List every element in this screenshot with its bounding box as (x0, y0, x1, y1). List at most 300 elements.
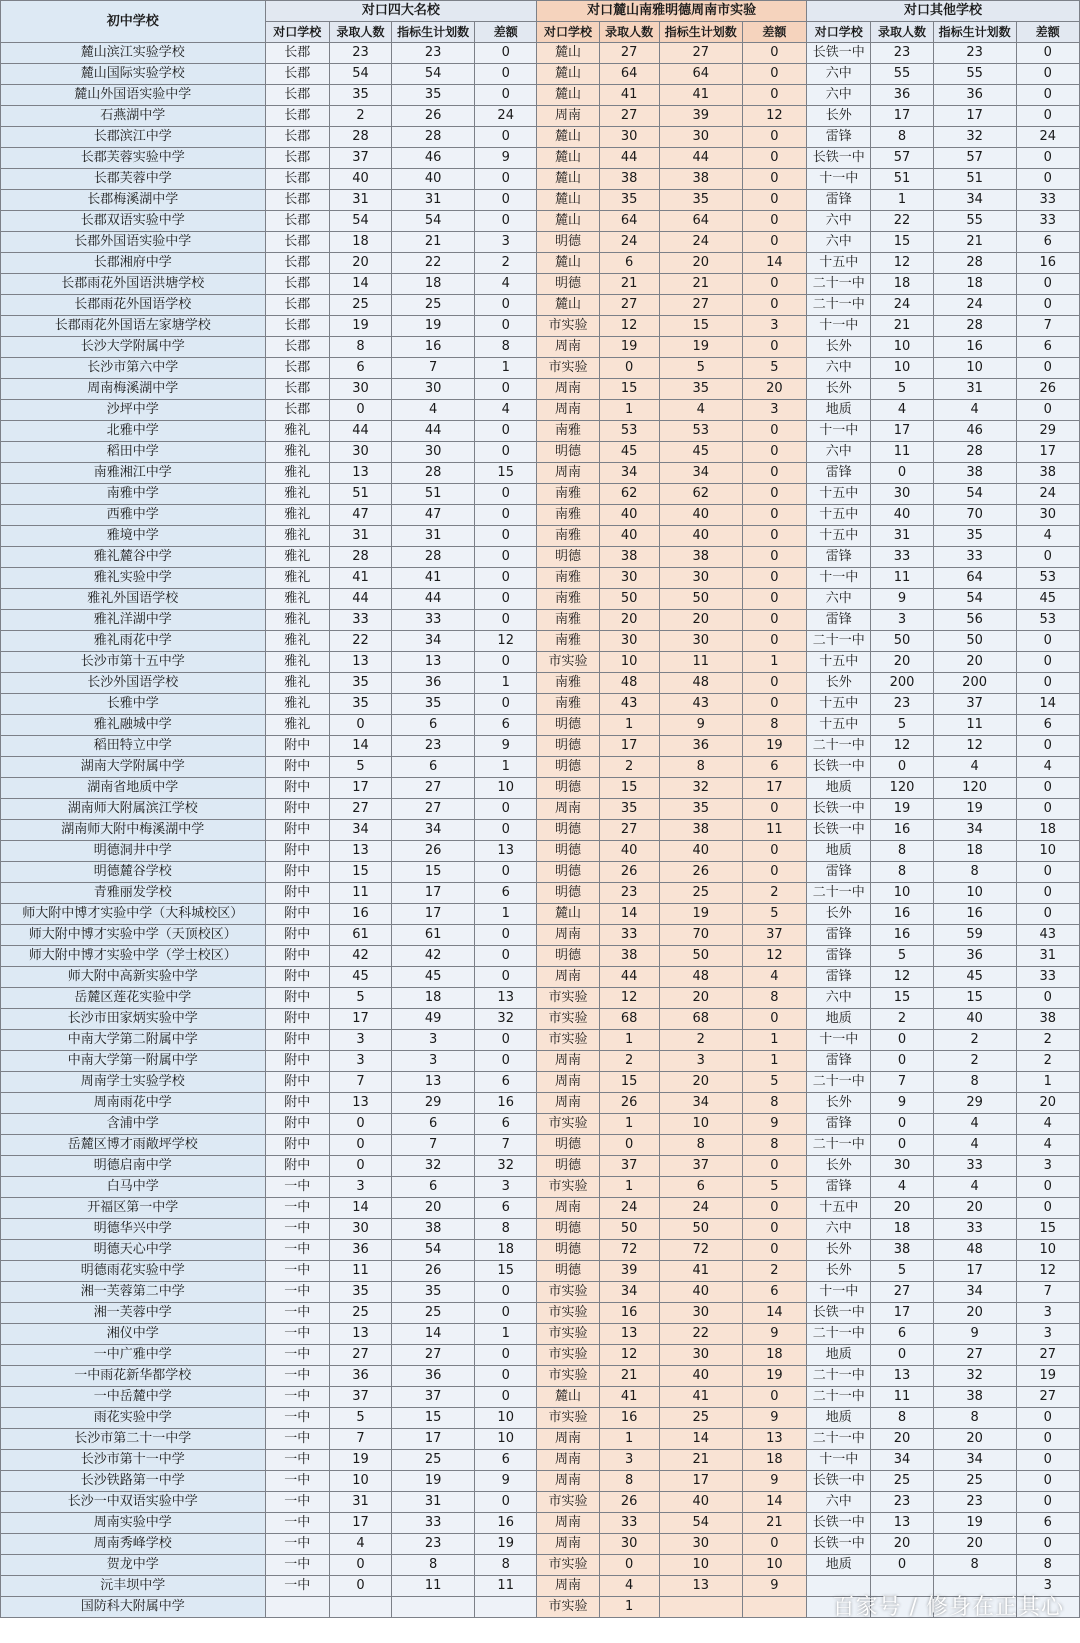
target-school-cell: 六中 (807, 85, 871, 106)
gap-cell: 0 (475, 43, 537, 64)
target-school-cell: 十一中 (807, 316, 871, 337)
quota-cell: 18 (933, 274, 1016, 295)
admitted-cell: 37 (329, 1387, 391, 1408)
quota-cell: 38 (933, 1387, 1016, 1408)
gap-cell: 32 (475, 1156, 537, 1177)
quota-cell: 11 (933, 715, 1016, 736)
target-school-cell: 长郡 (265, 337, 329, 358)
admitted-cell: 22 (329, 631, 391, 652)
gap-cell: 5 (742, 904, 806, 925)
quota-cell: 37 (659, 1156, 742, 1177)
quota-cell: 40 (659, 1282, 742, 1303)
school-name-cell: 雅礼麓谷中学 (1, 547, 266, 568)
gap-cell: 0 (1016, 274, 1079, 295)
admitted-cell: 0 (871, 1345, 933, 1366)
target-school-cell: 十一中 (807, 1030, 871, 1051)
table-row (1, 694, 1080, 715)
quota-cell: 32 (392, 1156, 475, 1177)
quota-cell: 50 (659, 1219, 742, 1240)
gap-cell: 16 (475, 1093, 537, 1114)
gap-cell: 19 (475, 1534, 537, 1555)
quota-cell: 38 (392, 1219, 475, 1240)
target-school-cell: 一中 (265, 1429, 329, 1450)
quota-cell: 56 (933, 610, 1016, 631)
quota-cell: 16 (933, 337, 1016, 358)
admitted-cell: 13 (329, 463, 391, 484)
quota-cell (659, 1597, 742, 1618)
target-school-cell: 长外 (807, 106, 871, 127)
admitted-cell: 20 (599, 610, 659, 631)
quota-cell: 20 (659, 1072, 742, 1093)
admitted-cell: 17 (871, 106, 933, 127)
gap-cell: 5 (742, 358, 806, 379)
admitted-cell: 64 (599, 211, 659, 232)
gap-cell: 53 (1016, 610, 1079, 631)
gap-cell: 14 (742, 1303, 806, 1324)
admitted-cell: 17 (871, 1303, 933, 1324)
admitted-cell: 0 (329, 1114, 391, 1135)
quota-cell: 19 (659, 337, 742, 358)
table-row (1, 1408, 1080, 1429)
school-name-cell: 长郡滨江中学 (1, 127, 266, 148)
admitted-cell: 0 (599, 358, 659, 379)
target-school-cell: 麓山 (537, 190, 599, 211)
target-school-cell: 周南 (537, 1513, 599, 1534)
gap-cell: 13 (475, 988, 537, 1009)
target-school-cell: 二十一中 (807, 274, 871, 295)
gap-cell: 29 (1016, 421, 1079, 442)
target-school-cell: 六中 (807, 232, 871, 253)
admitted-cell: 34 (871, 1450, 933, 1471)
target-school-cell: 附中 (265, 799, 329, 820)
gap-cell: 0 (742, 64, 806, 85)
subheader-gap: 差额 (1016, 22, 1079, 43)
admitted-cell: 28 (329, 127, 391, 148)
target-school-cell: 附中 (265, 883, 329, 904)
admitted-cell: 47 (329, 505, 391, 526)
gap-cell: 0 (475, 379, 537, 400)
admitted-cell: 11 (871, 442, 933, 463)
admitted-cell: 24 (599, 1198, 659, 1219)
target-school-cell: 附中 (265, 820, 329, 841)
target-school-cell: 一中 (265, 1240, 329, 1261)
gap-cell: 10 (1016, 1240, 1079, 1261)
quota-cell: 23 (392, 736, 475, 757)
table-row (1, 1072, 1080, 1093)
quota-cell: 51 (392, 484, 475, 505)
admitted-cell: 30 (871, 1156, 933, 1177)
school-name-cell: 长郡雨花外国语洪塘学校 (1, 274, 266, 295)
table-row (1, 337, 1080, 358)
target-school-cell: 周南 (537, 1093, 599, 1114)
quota-cell: 41 (659, 1261, 742, 1282)
target-school-cell: 地质 (807, 1009, 871, 1030)
quota-cell: 6 (392, 1177, 475, 1198)
target-school-cell: 地质 (807, 400, 871, 421)
target-school-cell: 麓山 (537, 211, 599, 232)
quota-cell: 54 (392, 64, 475, 85)
gap-cell: 15 (475, 463, 537, 484)
school-name-cell: 长郡湘府中学 (1, 253, 266, 274)
gap-cell: 7 (1016, 1282, 1079, 1303)
table-row (1, 1177, 1080, 1198)
quota-cell: 41 (659, 1387, 742, 1408)
quota-cell: 6 (392, 715, 475, 736)
admitted-cell: 38 (871, 1240, 933, 1261)
target-school-cell: 周南 (537, 799, 599, 820)
quota-cell: 4 (392, 400, 475, 421)
admitted-cell: 22 (871, 211, 933, 232)
gap-cell: 38 (1016, 1009, 1079, 1030)
gap-cell: 4 (475, 274, 537, 295)
quota-cell: 44 (392, 421, 475, 442)
school-name-cell: 岳麓区莲花实验中学 (1, 988, 266, 1009)
gap-cell: 8 (742, 1093, 806, 1114)
target-school-cell: 六中 (807, 442, 871, 463)
quota-cell: 11 (392, 1576, 475, 1597)
gap-cell: 24 (475, 106, 537, 127)
gap-cell: 12 (742, 946, 806, 967)
quota-cell: 27 (933, 1345, 1016, 1366)
target-school-cell: 明德 (537, 841, 599, 862)
admitted-cell: 13 (329, 1324, 391, 1345)
quota-cell: 20 (659, 253, 742, 274)
gap-cell: 38 (1016, 463, 1079, 484)
quota-cell: 54 (659, 1513, 742, 1534)
header-group-other: 对口其他学校 (807, 1, 1080, 22)
gap-cell: 31 (1016, 946, 1079, 967)
gap-cell: 0 (742, 526, 806, 547)
gap-cell: 0 (475, 1366, 537, 1387)
table-row (1, 988, 1080, 1009)
quota-cell: 45 (933, 967, 1016, 988)
gap-cell: 0 (742, 631, 806, 652)
quota-cell: 35 (659, 799, 742, 820)
gap-cell: 0 (1016, 988, 1079, 1009)
target-school-cell: 南雅 (537, 631, 599, 652)
subheader-quota: 指标生计划数 (392, 22, 475, 43)
admitted-cell: 38 (599, 946, 659, 967)
school-name-cell: 沙坪中学 (1, 400, 266, 421)
table-row (1, 274, 1080, 295)
school-name-cell: 师大附中博才实验中学（天顶校区） (1, 925, 266, 946)
target-school-cell: 一中 (265, 1261, 329, 1282)
school-name-cell: 雅礼雨花中学 (1, 631, 266, 652)
admitted-cell: 4 (599, 1576, 659, 1597)
quota-cell: 27 (659, 43, 742, 64)
target-school-cell: 市实验 (537, 1366, 599, 1387)
admitted-cell: 44 (599, 148, 659, 169)
admitted-cell: 27 (599, 820, 659, 841)
quota-cell: 15 (933, 988, 1016, 1009)
school-name-cell: 长沙大学附属中学 (1, 337, 266, 358)
admitted-cell: 6 (599, 253, 659, 274)
target-school-cell: 六中 (807, 211, 871, 232)
target-school-cell: 市实验 (537, 1303, 599, 1324)
table-row (1, 1345, 1080, 1366)
admitted-cell: 27 (329, 1345, 391, 1366)
target-school-cell: 市实验 (537, 316, 599, 337)
admitted-cell: 17 (329, 1513, 391, 1534)
subheader-admitted: 录取人数 (871, 22, 933, 43)
gap-cell: 30 (1016, 505, 1079, 526)
quota-cell: 30 (392, 442, 475, 463)
admitted-cell: 51 (871, 169, 933, 190)
gap-cell: 27 (1016, 1345, 1079, 1366)
quota-cell: 20 (933, 1198, 1016, 1219)
school-name-cell: 周南梅溪湖中学 (1, 379, 266, 400)
admitted-cell: 10 (871, 883, 933, 904)
target-school-cell: 雷锋 (807, 1114, 871, 1135)
quota-cell: 17 (392, 883, 475, 904)
admitted-cell: 26 (599, 862, 659, 883)
quota-cell: 19 (392, 1471, 475, 1492)
target-school-cell: 麓山 (537, 127, 599, 148)
target-school-cell: 长郡 (265, 274, 329, 295)
gap-cell: 3 (1016, 1324, 1079, 1345)
gap-cell: 0 (1016, 799, 1079, 820)
admitted-cell: 41 (599, 1387, 659, 1408)
gap-cell: 0 (742, 190, 806, 211)
quota-cell: 40 (659, 1366, 742, 1387)
gap-cell: 0 (475, 610, 537, 631)
target-school-cell: 地质 (807, 778, 871, 799)
target-school-cell: 雅礼 (265, 568, 329, 589)
quota-cell: 27 (392, 799, 475, 820)
quota-cell: 4 (933, 1177, 1016, 1198)
table-row (1, 547, 1080, 568)
gap-cell: 9 (742, 1114, 806, 1135)
gap-cell: 0 (1016, 883, 1079, 904)
admitted-cell: 44 (599, 967, 659, 988)
quota-cell: 35 (659, 379, 742, 400)
admitted-cell: 20 (871, 1198, 933, 1219)
target-school-cell: 雅礼 (265, 463, 329, 484)
table-row (1, 736, 1080, 757)
target-school-cell: 十五中 (807, 505, 871, 526)
quota-cell: 64 (659, 64, 742, 85)
quota-cell: 16 (392, 337, 475, 358)
admitted-cell: 26 (599, 1492, 659, 1513)
admitted-cell: 38 (599, 169, 659, 190)
gap-cell: 45 (1016, 589, 1079, 610)
gap-cell: 6 (475, 715, 537, 736)
table-row (1, 1555, 1080, 1576)
gap-cell: 0 (1016, 148, 1079, 169)
target-school-cell: 雷锋 (807, 127, 871, 148)
target-school-cell: 长郡 (265, 400, 329, 421)
gap-cell: 20 (1016, 1093, 1079, 1114)
gap-cell: 0 (742, 1534, 806, 1555)
gap-cell: 0 (1016, 736, 1079, 757)
school-name-cell: 长沙市田家炳实验中学 (1, 1009, 266, 1030)
quota-cell: 8 (933, 862, 1016, 883)
admitted-cell: 13 (329, 841, 391, 862)
gap-cell: 1 (475, 1324, 537, 1345)
school-name-cell: 南雅中学 (1, 484, 266, 505)
gap-cell: 0 (475, 484, 537, 505)
table-row (1, 967, 1080, 988)
gap-cell: 15 (1016, 1219, 1079, 1240)
admitted-cell: 8 (871, 127, 933, 148)
gap-cell: 0 (1016, 904, 1079, 925)
admitted-cell: 7 (329, 1072, 391, 1093)
target-school-cell: 附中 (265, 1093, 329, 1114)
admitted-cell: 45 (329, 967, 391, 988)
admitted-cell: 15 (599, 778, 659, 799)
admitted-cell: 44 (329, 589, 391, 610)
admitted-cell: 42 (329, 946, 391, 967)
quota-cell: 33 (933, 547, 1016, 568)
school-name-cell: 雅礼外国语学校 (1, 589, 266, 610)
gap-cell: 0 (475, 967, 537, 988)
gap-cell: 0 (475, 1387, 537, 1408)
admitted-cell: 34 (599, 1282, 659, 1303)
admitted-cell: 8 (871, 862, 933, 883)
target-school-cell: 长外 (807, 1093, 871, 1114)
quota-cell: 120 (933, 778, 1016, 799)
quota-cell: 31 (933, 379, 1016, 400)
target-school-cell: 麓山 (537, 64, 599, 85)
target-school-cell: 一中 (265, 1324, 329, 1345)
quota-cell: 30 (659, 631, 742, 652)
admitted-cell: 45 (599, 442, 659, 463)
admitted-cell: 3 (871, 610, 933, 631)
quota-cell: 35 (392, 85, 475, 106)
admitted-cell: 27 (599, 295, 659, 316)
target-school-cell: 十五中 (807, 694, 871, 715)
admitted-cell: 2 (599, 757, 659, 778)
gap-cell: 6 (1016, 1513, 1079, 1534)
gap-cell: 0 (742, 442, 806, 463)
quota-cell: 32 (933, 127, 1016, 148)
quota-cell: 32 (659, 778, 742, 799)
admitted-cell: 0 (329, 1156, 391, 1177)
admitted-cell: 30 (329, 379, 391, 400)
admitted-cell: 5 (329, 988, 391, 1009)
admitted-cell: 12 (871, 736, 933, 757)
quota-cell: 25 (392, 1303, 475, 1324)
admitted-cell: 4 (871, 1177, 933, 1198)
admitted-cell: 30 (599, 1534, 659, 1555)
quota-cell: 23 (933, 1492, 1016, 1513)
table-row (1, 1261, 1080, 1282)
quota-cell: 3 (392, 1030, 475, 1051)
gap-cell: 6 (475, 1450, 537, 1471)
table-row (1, 1219, 1080, 1240)
target-school-cell: 市实验 (537, 1324, 599, 1345)
admitted-cell: 6 (329, 358, 391, 379)
target-school-cell: 明德 (537, 232, 599, 253)
admitted-cell: 13 (329, 1093, 391, 1114)
admitted-cell: 0 (329, 715, 391, 736)
gap-cell: 6 (1016, 337, 1079, 358)
school-name-cell: 明德华兴中学 (1, 1219, 266, 1240)
admitted-cell: 14 (329, 274, 391, 295)
school-name-cell: 麓山国际实验学校 (1, 64, 266, 85)
quota-cell: 17 (392, 1429, 475, 1450)
table-row (1, 652, 1080, 673)
quota-cell: 22 (659, 1324, 742, 1345)
gap-cell: 0 (742, 568, 806, 589)
gap-cell: 0 (475, 1051, 537, 1072)
gap-cell: 0 (475, 421, 537, 442)
quota-cell: 2 (659, 1030, 742, 1051)
subheader-gap: 差额 (475, 22, 537, 43)
admitted-cell: 31 (871, 526, 933, 547)
admitted-cell: 3 (599, 1450, 659, 1471)
admitted-cell: 37 (599, 1156, 659, 1177)
quota-cell: 64 (933, 568, 1016, 589)
school-name-cell: 长沙市第十五中学 (1, 652, 266, 673)
table-row (1, 673, 1080, 694)
target-school-cell: 六中 (807, 1492, 871, 1513)
target-school-cell: 一中 (265, 1450, 329, 1471)
admitted-cell: 41 (599, 85, 659, 106)
quota-cell: 30 (659, 1303, 742, 1324)
target-school-cell: 麓山 (537, 904, 599, 925)
admitted-cell: 27 (329, 799, 391, 820)
gap-cell: 4 (1016, 757, 1079, 778)
quota-cell: 54 (933, 484, 1016, 505)
admitted-cell: 17 (329, 778, 391, 799)
admitted-cell: 16 (599, 1303, 659, 1324)
admitted-cell: 40 (329, 169, 391, 190)
table-row (1, 1009, 1080, 1030)
quota-cell: 35 (933, 526, 1016, 547)
table-row (1, 1387, 1080, 1408)
target-school-cell: 雅礼 (265, 610, 329, 631)
target-school-cell: 长外 (807, 1261, 871, 1282)
gap-cell: 0 (742, 505, 806, 526)
quota-cell: 38 (659, 169, 742, 190)
target-school-cell: 长郡 (265, 253, 329, 274)
admitted-cell: 0 (599, 1135, 659, 1156)
admitted-cell: 0 (329, 1576, 391, 1597)
table-row (1, 1114, 1080, 1135)
gap-cell: 0 (1016, 106, 1079, 127)
target-school-cell: 六中 (807, 1219, 871, 1240)
target-school-cell: 明德 (537, 1156, 599, 1177)
table-row (1, 715, 1080, 736)
admitted-cell: 7 (329, 1429, 391, 1450)
quota-cell: 32 (933, 1366, 1016, 1387)
school-name-cell: 国防科大附属中学 (1, 1597, 266, 1618)
quota-cell: 38 (659, 547, 742, 568)
admitted-cell: 26 (599, 1093, 659, 1114)
quota-cell: 8 (933, 1555, 1016, 1576)
gap-cell: 12 (1016, 1261, 1079, 1282)
quota-cell: 8 (659, 1135, 742, 1156)
admitted-cell: 0 (871, 1114, 933, 1135)
school-name-cell: 稻田中学 (1, 442, 266, 463)
target-school-cell: 市实验 (537, 1597, 599, 1618)
target-school-cell: 六中 (807, 988, 871, 1009)
gap-cell: 14 (1016, 694, 1079, 715)
target-school-cell: 附中 (265, 862, 329, 883)
quota-cell: 27 (392, 1345, 475, 1366)
gap-cell: 15 (475, 1261, 537, 1282)
admitted-cell: 31 (329, 1492, 391, 1513)
admitted-cell: 40 (871, 505, 933, 526)
school-name-cell: 麓山滨江实验学校 (1, 43, 266, 64)
admitted-cell: 19 (329, 316, 391, 337)
admitted-cell: 43 (599, 694, 659, 715)
quota-cell: 36 (659, 736, 742, 757)
target-school-cell: 长郡 (265, 85, 329, 106)
quota-cell: 53 (659, 421, 742, 442)
target-school-cell: 雷锋 (807, 463, 871, 484)
